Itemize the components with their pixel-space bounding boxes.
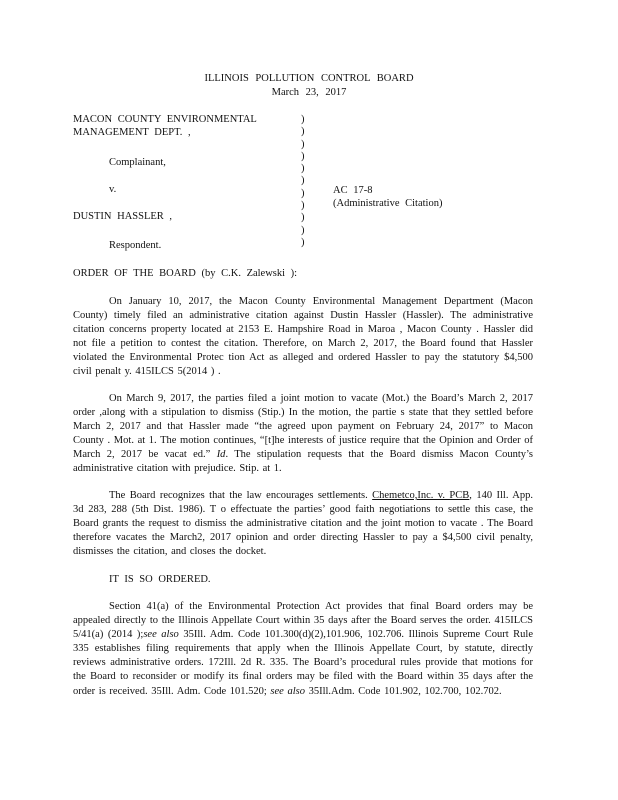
versus-label: v. [109, 184, 117, 195]
paragraph-joint-motion: On March 9, 2017, the parties filed a joint motion to vacate (Mot.) the Board’s March 2, 2017 order ,along with a stipulation to dismiss (Stip.) In the motion, the partie s state that they settled before March 2, 2017 and that Hassler made “the agreed upon payment on February 24, 2017” to Macon County . Mot. at 1. The motion continues, “[t]he interests of justice require that the Opinion and Order of March 2, 2017 be vacat ed.” Id. The stipulation requests that the Board dismiss Macon County’s administrative citation with prejudice. Stip. at 1. [73, 393, 533, 475]
agency-title: ILLINOIS POLLUTION CONTROL BOARD [204, 73, 414, 84]
so-ordered: IT IS SO ORDERED. [109, 574, 211, 585]
paragraph-appeal-rights: Section 41(a) of the Environmental Protection Act provides that final Board orders may be appealed directly to the Illinois Appellate Court within 35 days after the Board serves the order. 415ILCS 5/41(a) (2014 );see also 35Ill. Adm. Code 101.300(d)(2),101.906, 102.706. Illinois Supreme Court Rule 335 establishes filing requirements that apply when the Illinois Appellate Court, by statute, directly reviews administrative orders. 172Ill. 2d R. 335. The Board’s procedural rules provide that motions for the Board to reconsider or modify its final orders may be filed with the Board within 35 days after the order is received. 35Ill. Adm. Code 101.520; see also 35Ill.Adm. Code 101.902, 102.700, 102.702. [73, 601, 534, 697]
complainant-name-line1: MACON COUNTY ENVIRONMENTAL [73, 114, 257, 125]
order-heading: ORDER OF THE BOARD (by C.K. Zalewski ): [73, 268, 298, 279]
case-number: AC 17-8 [333, 185, 373, 196]
id-citation: Id [216, 449, 226, 461]
paragraph-citation-background: On January 10, 2017, the Macon County Environmental Management Department (Macon County) timely filed an administrative citation against Dustin Hassler (Hassler). The administrative citation concerns property located at 2153 E. Hampshire Road in Maroa , Macon County . Hassler did not file a petition to contest the citation. Therefore, on March 2, 2017, the Board found that Hassler violated the Environmental Protec tion Act as alleged and ordered Hassler to pay the statutory $4,500 civil penalt y. 415ILCS 5(2014 ) . [73, 296, 533, 378]
case-citation: Chemetco,Inc. v. PCB [372, 490, 470, 501]
respondent-name: DUSTIN HASSLER , [73, 211, 173, 222]
order-date: March 23, 2017 [271, 87, 347, 98]
see-also-1: see also [143, 629, 179, 641]
complainant-name-line2: MANAGEMENT DEPT. , [73, 127, 191, 138]
complainant-role: Complainant, [109, 157, 166, 168]
case-type: (Administrative Citation) [333, 198, 443, 209]
see-also-2: see also [270, 685, 305, 697]
caption-bracket: ) ) ) ) ) ) ) ) ) ) ) [301, 114, 305, 248]
paragraph-board-decision: The Board recognizes that the law encourages settlements. Chemetco,Inc. v. PCB, 140 Ill. App. 3d 283, 288 (5th Dist. 1986). T o effectuate the parties’ good faith negotiations to settle this case, the Board grants the request to dismiss the administrative citation and the joint motion to vacate . The Board therefore vacates the March2, 2017 opinion and order directing Hassler to pay a $4,500 civil penalty, dismisses the citation, and closes the docket. [73, 490, 534, 558]
respondent-role: Respondent. [109, 240, 162, 251]
